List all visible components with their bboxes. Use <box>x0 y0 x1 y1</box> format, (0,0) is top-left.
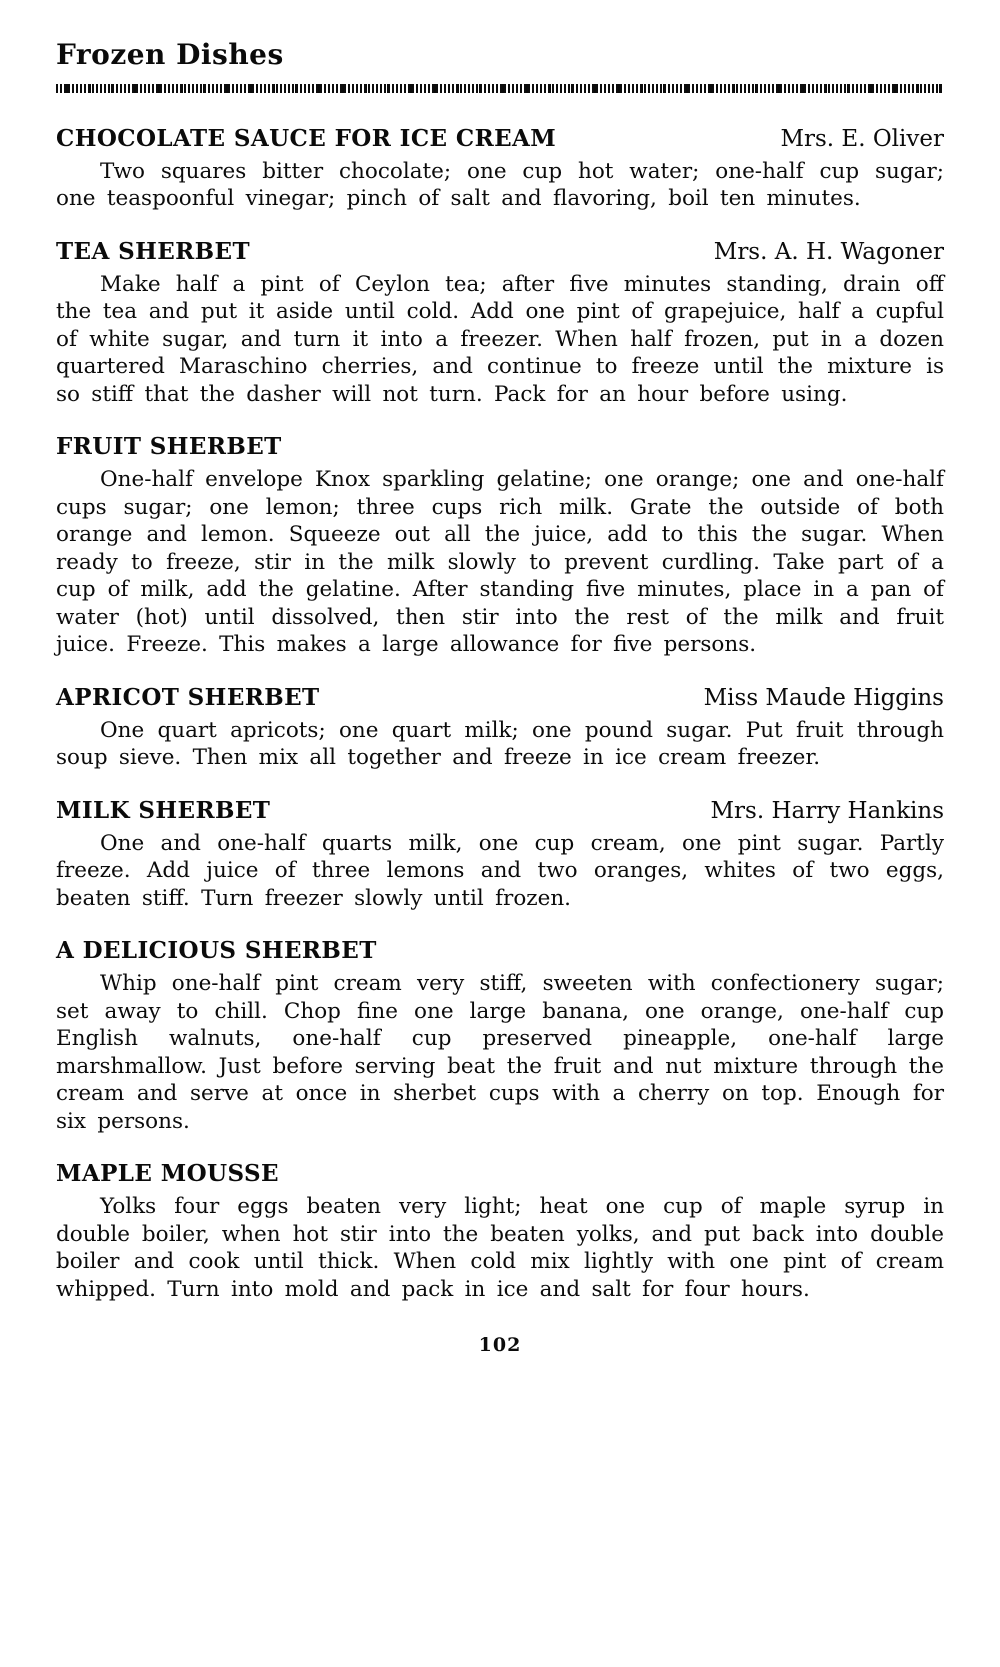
page-number: 102 <box>478 1334 522 1357</box>
recipe-milk-sherbet <box>56 797 944 913</box>
recipe-body: Yolks four eggs beaten very light; heat one cup of maple syrup in double boiler, when hot stir into the beaten yolks, and put back into double boiler and cook until thick. When cold mix lightly with one pint of cream whipped. Turn into mold and pack in ice and salt for four hours. <box>56 1194 944 1302</box>
recipe-attribution: Mrs. E. Oliver <box>780 125 944 152</box>
recipe-title: FRUIT SHERBET <box>56 433 282 461</box>
recipe-apricot-sherbet <box>56 684 944 772</box>
recipe-attribution: Miss Maude Higgins <box>703 684 944 711</box>
recipe-title: A DELICIOUS SHERBET <box>56 937 377 965</box>
recipe-delicious-sherbet <box>56 937 944 1135</box>
chapter-title: Frozen Dishes <box>56 38 284 71</box>
recipe-heading-row <box>56 125 944 152</box>
recipe-heading-row <box>56 1160 944 1187</box>
recipe-title: MAPLE MOUSSE <box>56 1160 279 1188</box>
recipe-heading-row <box>56 797 944 824</box>
recipe-title: TEA SHERBET <box>56 237 250 265</box>
recipe-attribution: Mrs. A. H. Wagoner <box>713 238 944 265</box>
recipe-body: Whip one-half pint cream very stiff, sweeten with confectionery sugar; set away to chill. Chop fine one large banana, one orange, one-half cup English walnuts, one-half cup preserved pineapple, one-half large marshmallow. Just before serving beat the fruit and nut mixture through the cream and serve at once in sherbet cups with a cherry on top. Enough for six persons. <box>56 971 944 1134</box>
recipe-chocolate-sauce <box>56 125 944 213</box>
recipe-maple-mousse <box>56 1160 944 1303</box>
recipe-body: One and one-half quarts milk, one cup cream, one pint sugar. Partly freeze. Add juice of three lemons and two oranges, whites of two eggs, beaten stiff. Turn freezer slowly until frozen. <box>56 830 944 911</box>
recipe-fruit-sherbet <box>56 433 944 659</box>
recipe-body: One quart apricots; one quart milk; one pound sugar. Put fruit through soup sieve. Then mix all together and freeze in ice cream freezer. <box>56 717 944 771</box>
recipe-heading-row <box>56 684 944 711</box>
recipe-body: Make half a pint of Ceylon tea; after five minutes standing, drain off the tea and put it aside until cold. Add one pint of grapejuice, half a cupful of white sugar, and turn it into a freezer. When half frozen, put in a dozen quartered Maraschino cherries, and continue to freeze until the mixture is so stiff that the dasher will not turn. Pack for an hour before using. <box>56 271 944 407</box>
recipe-title: APRICOT SHERBET <box>56 683 320 711</box>
recipe-tea-sherbet <box>56 238 944 409</box>
decorative-rule <box>56 84 944 93</box>
recipe-heading-row <box>56 433 944 460</box>
recipe-heading-row <box>56 238 944 265</box>
recipe-attribution: Mrs. Harry Hankins <box>710 797 944 824</box>
recipe-heading-row <box>56 937 944 964</box>
recipe-body: Two squares bitter chocolate; one cup hot water; one-half cup sugar; one teaspoonful vinegar; pinch of salt and flavoring, boil ten minutes. <box>56 158 944 212</box>
recipe-title: MILK SHERBET <box>56 796 271 824</box>
recipe-body: One-half envelope Knox sparkling gelatine; one orange; one and one-half cups sugar; one lemon; three cups rich milk. Grate the outside of both orange and lemon. Squeeze out all the juice, add to this the sugar. When ready to freeze, stir in the milk slowly to prevent curdling. Take part of a cup of milk, add the gelatine. After standing five minutes, place in a pan of water (hot) until dissolved, then stir into the rest of the milk and fruit juice. Freeze. This makes a large allowance for five persons. <box>56 467 944 658</box>
recipe-title: CHOCOLATE SAUCE FOR ICE CREAM <box>56 124 557 152</box>
